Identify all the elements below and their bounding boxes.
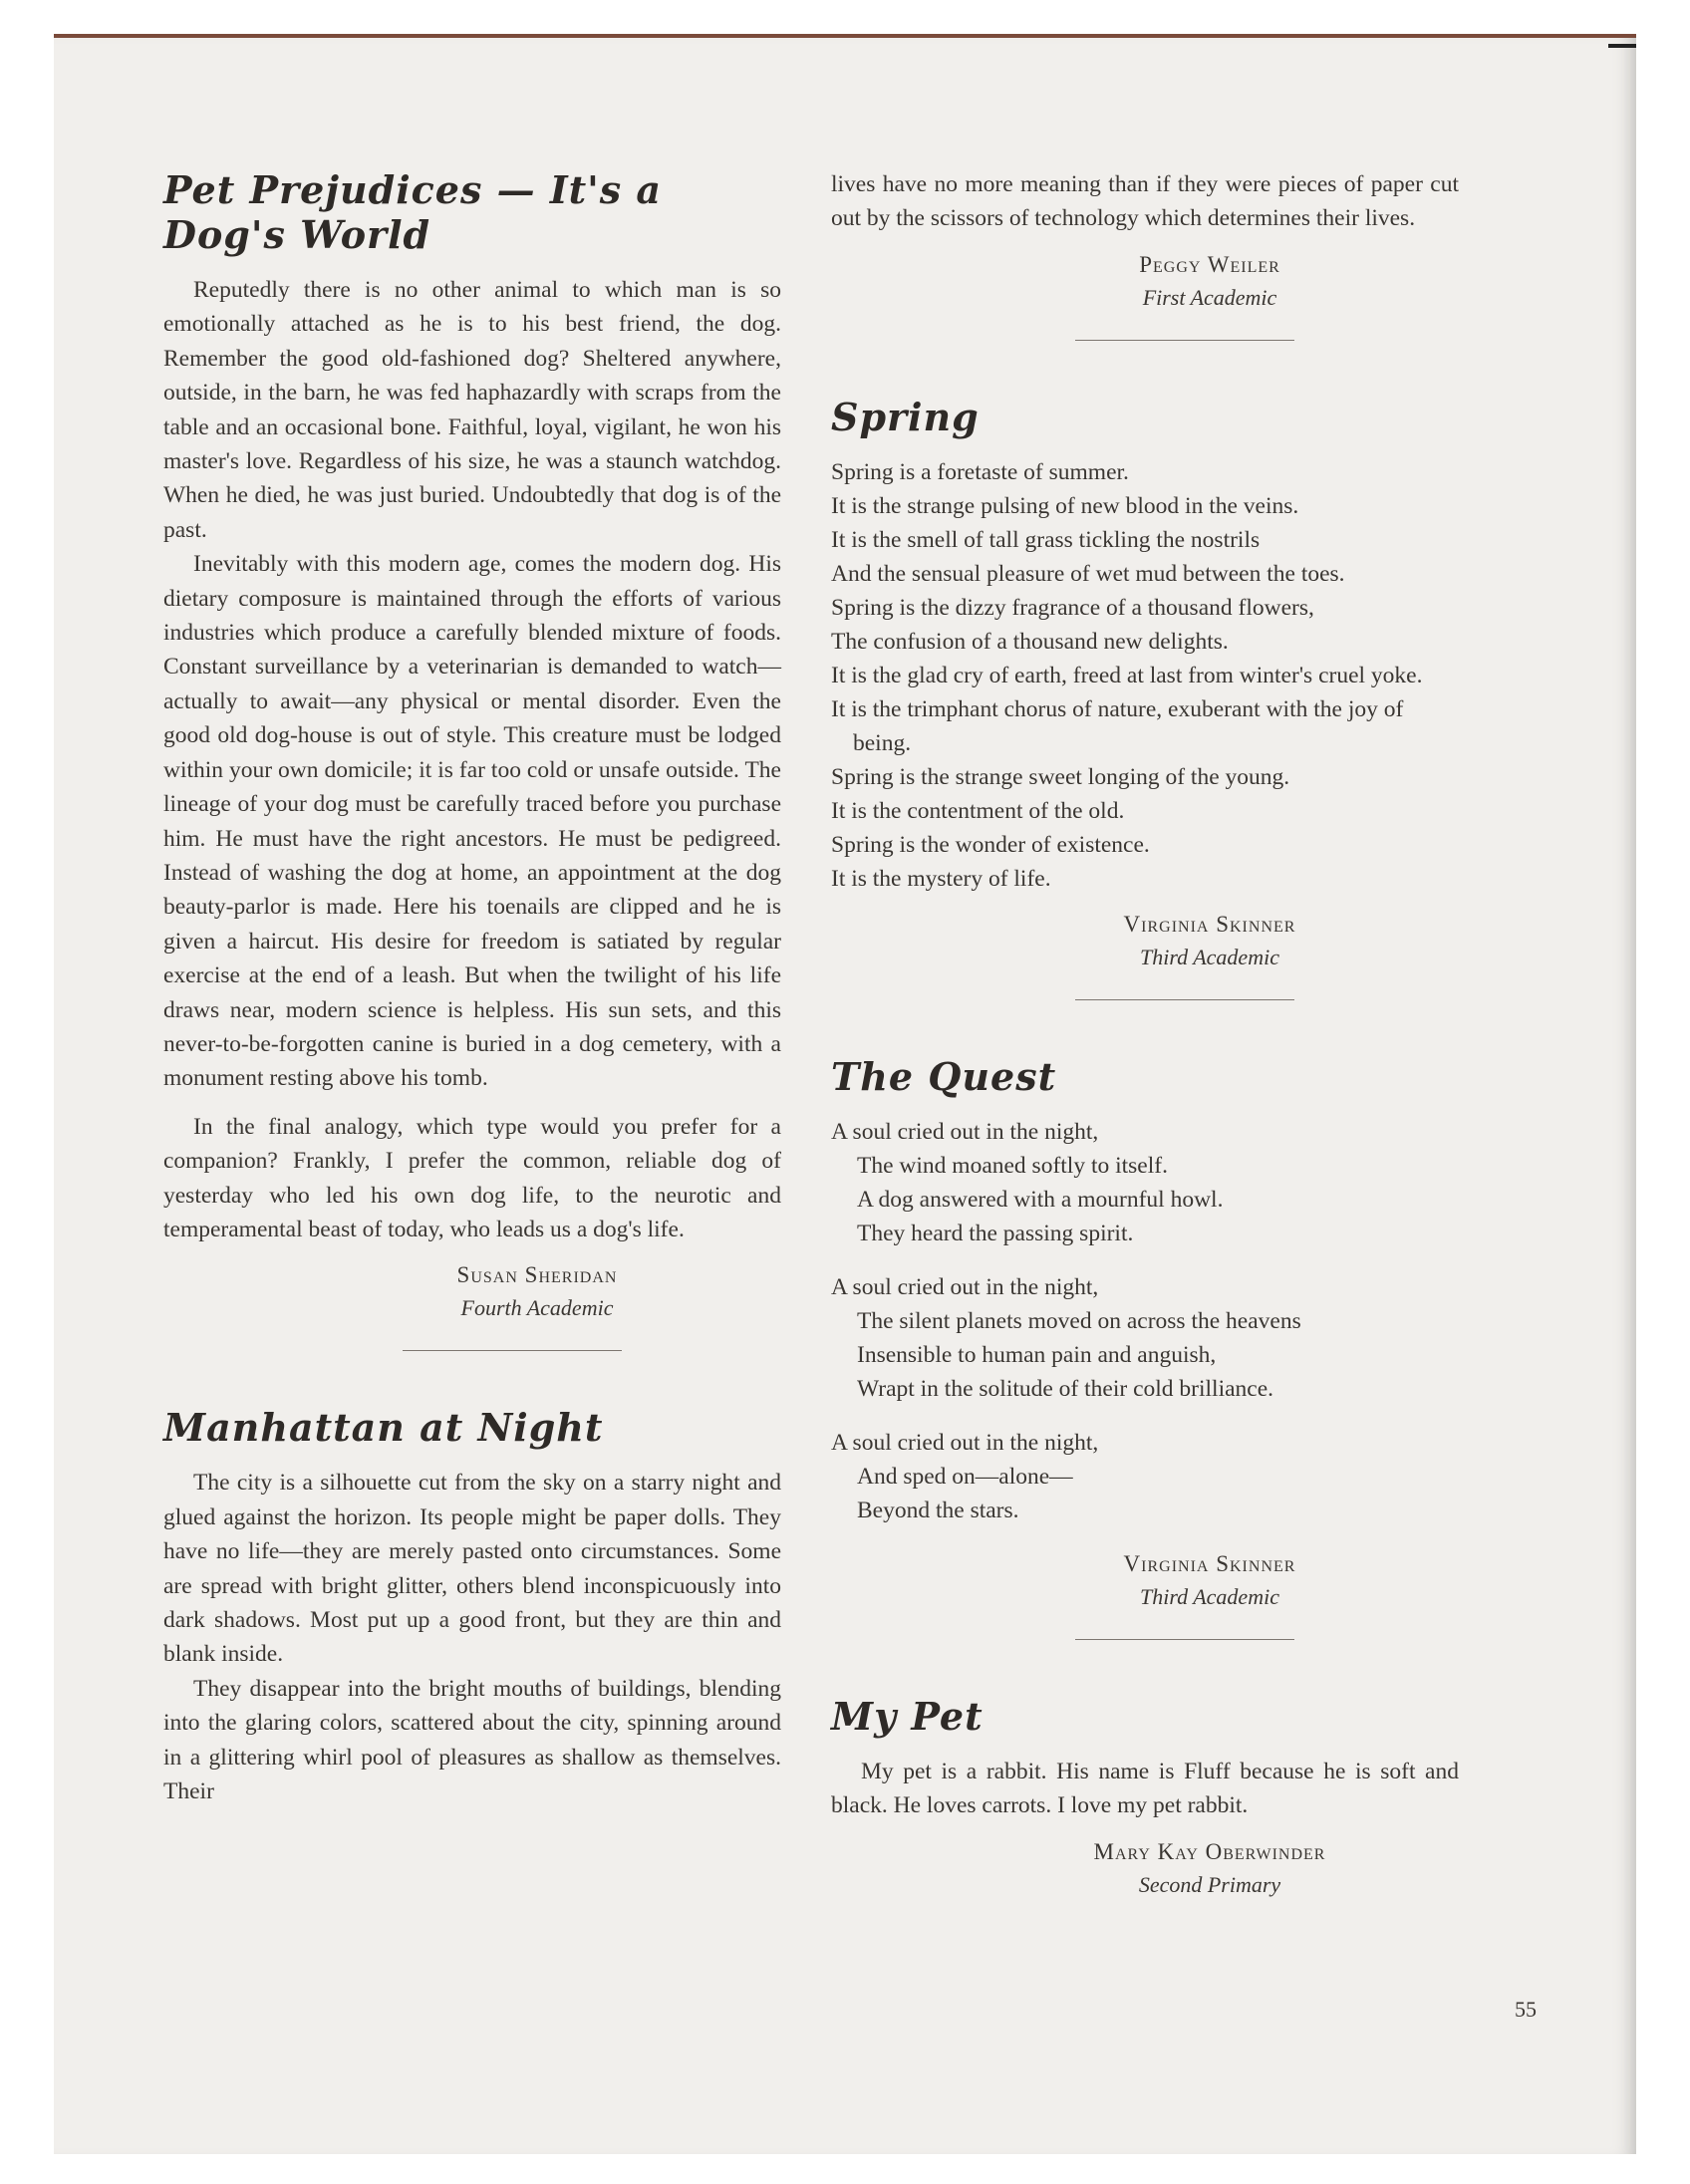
poem-spring bbox=[831, 455, 1459, 896]
author-name: Virginia Skinner bbox=[1123, 911, 1296, 937]
poem-line: It is the glad cry of earth, freed at last from winter's cruel yoke. bbox=[831, 662, 1423, 688]
poem-title-spring: Spring bbox=[831, 394, 980, 439]
poem-line: Spring is a foretaste of summer. bbox=[831, 458, 1129, 485]
paragraph: In the final analogy, which type would you prefer for a companion? Frankly, I prefer the common, reliable dog of yesterday who led his own dog life, to the neurotic and temperamental beast of today, who leads us a dog's life. bbox=[163, 1113, 781, 1242]
author-class: Fourth Academic bbox=[460, 1295, 614, 1321]
poem-line: A soul cried out in the night, bbox=[831, 1118, 1099, 1145]
book-page bbox=[54, 34, 1636, 2154]
author-name: Peggy Weiler bbox=[1139, 251, 1280, 277]
poem-line: It is the contentment of the old. bbox=[831, 797, 1125, 824]
author-name: Virginia Skinner bbox=[1123, 1550, 1296, 1576]
article-title-manhattan: Manhattan at Night bbox=[163, 1405, 604, 1451]
poem-line: Wrapt in the solitude of their cold brilliance. bbox=[857, 1375, 1274, 1402]
poem-line: Spring is the dizzy fragrance of a thousand flowers, bbox=[831, 594, 1314, 621]
continued-paragraph: lives have no more meaning than if they were pieces of paper cut out by the scissors of technology which determines their lives. bbox=[831, 171, 1459, 232]
divider bbox=[1075, 1639, 1294, 1640]
poem-line: Beyond the stars. bbox=[857, 1497, 1019, 1523]
author-class: Second Primary bbox=[1138, 1871, 1281, 1897]
poem-line: The wind moaned softly to itself. bbox=[857, 1152, 1168, 1179]
poem-line: A soul cried out in the night, bbox=[831, 1273, 1099, 1300]
divider bbox=[403, 1350, 622, 1351]
poem-line: The silent planets moved on across the heavens bbox=[857, 1307, 1301, 1334]
author-class: Third Academic bbox=[1140, 1583, 1279, 1609]
byline bbox=[961, 908, 1459, 973]
poem-line: Spring is the wonder of existence. bbox=[831, 831, 1150, 858]
poem-quest bbox=[831, 1115, 1459, 1527]
byline bbox=[961, 1835, 1459, 1901]
page-edge-mark bbox=[1608, 44, 1636, 48]
byline bbox=[961, 248, 1459, 314]
divider bbox=[1075, 340, 1294, 341]
left-column bbox=[163, 167, 781, 1808]
paragraph: Reputedly there is no other animal to which man is so emotionally attached as he is to his best friend, the dog. Remember the good old-fashioned dog? Sheltered anywhere, outside, in the barn, he was fed haphazardly with scraps from the table and an occasional bone. Faithful, loyal, vigilant, he won his master's love. Regardless of his size, he was a staunch watchdog. When he died, he was just buried. Undoubtedly that dog is of the past. bbox=[163, 277, 781, 543]
poem-line: A dog answered with a mournful howl. bbox=[857, 1186, 1224, 1213]
poem-title-my-pet: My Pet bbox=[831, 1693, 984, 1739]
paragraph: They disappear into the bright mouths of buildings, blending into the glaring colors, scattered about the city, spinning around in a glittering whirl pool of pleasures as shallow as themselves. Their bbox=[163, 1675, 781, 1805]
poem-line: And the sensual pleasure of wet mud between the toes. bbox=[831, 560, 1345, 587]
poem-line: It is the strange pulsing of new blood in the veins. bbox=[831, 492, 1299, 519]
stanza bbox=[831, 1115, 1459, 1250]
poem-line: It is the trimphant chorus of nature, exuberant with the joy of being. bbox=[831, 695, 1404, 756]
poem-line: The confusion of a thousand new delights. bbox=[831, 628, 1229, 655]
byline bbox=[293, 1258, 781, 1324]
author-name: Mary Kay Oberwinder bbox=[1093, 1838, 1326, 1864]
poem-line: A soul cried out in the night, bbox=[831, 1429, 1099, 1456]
divider bbox=[1075, 999, 1294, 1000]
paragraph: My pet is a rabbit. His name is Fluff because he is soft and black. He loves carrots. I love my pet rabbit. bbox=[831, 1758, 1459, 1819]
stanza bbox=[831, 1426, 1459, 1527]
right-column bbox=[831, 167, 1459, 1901]
stanza bbox=[831, 1270, 1459, 1406]
poem-line: Spring is the strange sweet longing of the young. bbox=[831, 763, 1290, 790]
paragraph: Inevitably with this modern age, comes the modern dog. His dietary composure is maintained through the efforts of various industries which produce a carefully blended mixture of foods. Constant surveillance by a veterinarian is demanded to watch—actually to await—any physical or mental disorder. Even the good old dog-house is out of style. This creature must be lodged within your own domicile; it is far too cold or unsafe outside. The lineage of your dog must be carefully traced before you purchase him. He must have the right ancestors. He must be pedigreed. Instead of washing the dog at home, an appointment at the dog beauty-parlor is made. Here his toenails are clipped and he is given a haircut. His desire for freedom is satiated by regular exercise at the end of a leash. But when the twilight of his life draws near, modern science is helpless. His sun sets, and this never-to-be-forgotten canine is buried in a dog cemetery, with a monument resting above his tomb. bbox=[163, 551, 781, 1092]
paragraph: The city is a silhouette cut from the sky on a starry night and glued against the horizon. Its people might be paper dolls. They have no life—they are merely pasted onto circumstances. Some are spread with bright glitter, others blend inconspicuously into dark shadows. Most put up a good front, but they are thin and blank inside. bbox=[163, 1470, 781, 1668]
page-number: 55 bbox=[1515, 1997, 1537, 2022]
article-title-pet-prejudices: Pet Prejudices — It's a Dog's World bbox=[163, 167, 663, 257]
author-name: Susan Sheridan bbox=[456, 1262, 618, 1288]
byline bbox=[961, 1547, 1459, 1613]
poem-line: It is the smell of tall grass tickling the nostrils bbox=[831, 526, 1261, 553]
poem-line: Insensible to human pain and anguish, bbox=[857, 1341, 1217, 1368]
poem-line: It is the mystery of life. bbox=[831, 865, 1051, 892]
poem-title-quest: The Quest bbox=[831, 1053, 1057, 1099]
poem-line: And sped on—alone— bbox=[857, 1463, 1073, 1490]
author-class: First Academic bbox=[1142, 284, 1277, 310]
author-class: Third Academic bbox=[1140, 944, 1279, 969]
poem-line: They heard the passing spirit. bbox=[857, 1220, 1134, 1246]
